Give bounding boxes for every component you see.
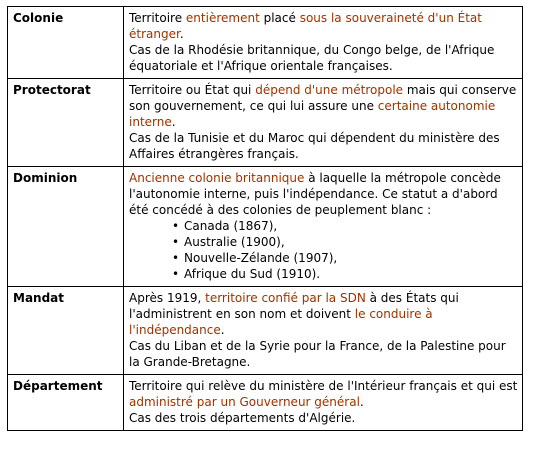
definition-text: . xyxy=(179,27,184,41)
highlighted-term: entièrement xyxy=(185,11,260,25)
highlighted-term: administré par un Gouverneur général xyxy=(129,395,360,409)
definition-text: . xyxy=(359,395,364,409)
highlighted-term: le conduire à l'indépendance xyxy=(129,307,433,337)
highlighted-term: territoire confié par la SDN xyxy=(205,291,366,305)
term-cell: Département xyxy=(8,375,124,431)
definition-text: Territoire xyxy=(129,11,186,25)
definition-text: Cas du Liban et de la Syrie pour la France, de la Palestine pour la Grande-Bretagne. xyxy=(129,339,506,369)
definition-cell xyxy=(124,287,523,375)
table-row xyxy=(8,7,523,79)
list-item-text: Canada (1867), xyxy=(184,219,278,233)
bullet-icon: • xyxy=(172,219,180,233)
list-item-text: Afrique du Sud (1910). xyxy=(184,267,321,281)
definition-text: Après 1919, xyxy=(129,291,206,305)
definition-text: Cas de la Rhodésie britannique, du Congo belge, de l'Afrique équatoriale et l'Afrique orientale françaises. xyxy=(129,43,495,73)
definition-cell xyxy=(124,375,523,431)
table-row xyxy=(8,167,523,287)
list-item xyxy=(172,266,518,282)
definition-text: placé xyxy=(259,11,300,25)
table-row xyxy=(8,79,523,167)
definition-text: Cas de la Tunisie et du Maroc qui dépendent du ministère des Affaires étrangères français. xyxy=(129,131,500,161)
definition-text: Territoire ou État qui xyxy=(129,83,256,97)
table-row xyxy=(8,375,523,431)
definition-text: . xyxy=(220,323,225,337)
definition-paragraph xyxy=(129,378,518,410)
definition-text: Cas des trois départements d'Algérie. xyxy=(129,411,356,425)
glossary-table xyxy=(7,6,523,431)
bullet-icon: • xyxy=(172,251,180,265)
definition-text: . xyxy=(171,115,176,129)
definition-paragraph xyxy=(129,42,518,74)
definition-paragraph xyxy=(129,130,518,162)
highlighted-term: sous la souveraineté d'un État étranger xyxy=(129,11,482,41)
definition-paragraph xyxy=(129,170,518,218)
definition-paragraph xyxy=(129,10,518,42)
glossary-body xyxy=(8,7,523,431)
highlighted-term: Ancienne colonie britannique xyxy=(129,171,305,185)
definition-cell xyxy=(124,79,523,167)
term-cell: Dominion xyxy=(8,167,124,287)
list-item xyxy=(172,250,518,266)
definition-text: à des États qui l'administrent en son nom et doivent xyxy=(129,291,459,321)
term-cell: Colonie xyxy=(8,7,124,79)
example-list xyxy=(129,218,518,282)
list-item-text: Australie (1900), xyxy=(184,235,285,249)
bullet-icon: • xyxy=(172,267,180,281)
bullet-icon: • xyxy=(172,235,180,249)
definition-text: à laquelle la métropole concède l'autonomie interne, puis l'indépendance. Ce statut a d'abord été concédé à des colonies de peuplement blanc : xyxy=(129,171,501,217)
definition-cell xyxy=(124,167,523,287)
definition-paragraph xyxy=(129,410,518,426)
list-item xyxy=(172,218,518,234)
definition-text: mais qui conserve son gouvernement, ce qui lui assure une xyxy=(129,83,517,113)
list-item xyxy=(172,234,518,250)
definition-paragraph xyxy=(129,290,518,338)
table-row xyxy=(8,287,523,375)
term-cell: Protectorat xyxy=(8,79,124,167)
term-cell: Mandat xyxy=(8,287,124,375)
definition-paragraph xyxy=(129,338,518,370)
highlighted-term: dépend d'une métropole xyxy=(255,83,404,97)
list-item-text: Nouvelle-Zélande (1907), xyxy=(184,251,338,265)
definition-paragraph xyxy=(129,82,518,130)
highlighted-term: certaine autonomie interne xyxy=(129,99,496,129)
definition-cell xyxy=(124,7,523,79)
definition-text: Territoire qui relève du ministère de l'Intérieur français et qui est xyxy=(129,379,518,393)
